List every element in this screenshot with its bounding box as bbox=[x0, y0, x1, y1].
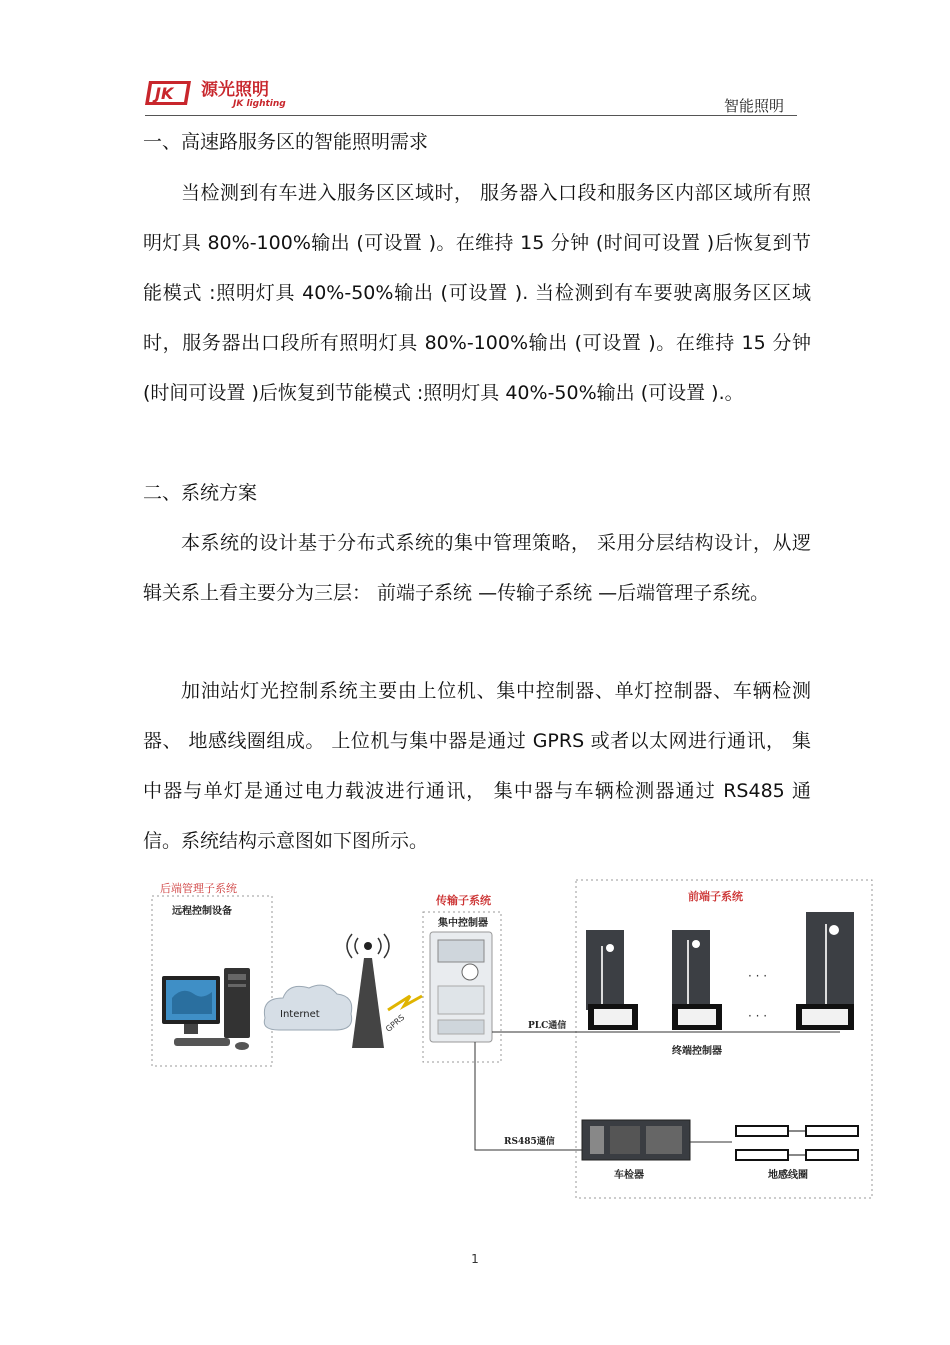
vehicle-detector-device bbox=[582, 1120, 690, 1160]
street-light-1 bbox=[586, 930, 638, 1030]
svg-text:源光照明: 源光照明 bbox=[201, 80, 269, 100]
system-structure-diagram bbox=[140, 868, 880, 1208]
transport-title: 传输子系统 bbox=[436, 894, 491, 907]
street-light-2 bbox=[672, 930, 722, 1030]
coil-label: 地感线圈 bbox=[768, 1170, 808, 1181]
header-title: 智能照明 bbox=[723, 97, 784, 115]
page-number: 1 bbox=[471, 1252, 479, 1266]
computer-icon bbox=[162, 968, 250, 1050]
terminal-label: 终端控制器 bbox=[672, 1046, 722, 1057]
company-logo bbox=[145, 78, 357, 108]
paragraph-system-plan: 本系统的设计基于分布式系统的集中管理策略， 采用分层结构设计，从逻辑关系上看主要分为三层： 前端子系统 —传输子系统 —后端管理子系统。 bbox=[143, 532, 811, 604]
paragraph-requirements: 当检测到有车进入服务区区域时， 服务器入口段和服务区内部区域所有照明灯具 80%-100%输出 (可设置 )。在维持 15 分钟 (时间可设置 )后恢复到节能模式 :照明灯具 40%-50%输出 (可设置 ). 当检测到有车要驶离服务区区域时，服务器出口段所有照明灯具 80%-100%输出 (可设置 )。在维持 15 分钟 (时间可设置 )后恢复到节能模式 :照明灯具 40%-50%输出 (可设置 ).。 bbox=[143, 182, 811, 404]
backend-subtitle: 远程控制设备 bbox=[172, 906, 232, 917]
concentrator-device bbox=[430, 932, 492, 1042]
street-light-3 bbox=[796, 912, 854, 1030]
paragraph-components: 加油站灯光控制系统主要由上位机、集中控制器、单灯控制器、车辆检测器、 地感线圈组成。 上位机与集中器是通过 GPRS 或者以太网进行通讯， 集中器与单灯是通过电力载波进行通讯， 集中器与车辆检测器通过 RS485 通信。系统结构示意图如下图所示。 bbox=[143, 680, 811, 852]
dots-top: · · · bbox=[748, 969, 768, 983]
svg-text:GPRS: GPRS bbox=[383, 1012, 407, 1034]
detector-label: 车检器 bbox=[614, 1170, 644, 1181]
backend-title: 后端管理子系统 bbox=[160, 882, 237, 895]
header-divider bbox=[145, 115, 797, 116]
frontend-title: 前端子系统 bbox=[688, 890, 743, 903]
ground-coils bbox=[736, 1126, 858, 1160]
dots-bottom: · · · bbox=[748, 1009, 768, 1023]
gprs-tower-icon bbox=[347, 934, 422, 1048]
rs485-label: RS485通信 bbox=[504, 1137, 555, 1147]
internet-cloud-icon bbox=[264, 985, 351, 1030]
svg-text:Internet: Internet bbox=[280, 1009, 320, 1020]
section-heading-2: 二、系统方案 bbox=[143, 482, 258, 504]
plc-label: PLC通信 bbox=[528, 1021, 567, 1031]
svg-text:JK: JK bbox=[155, 84, 174, 103]
svg-text:JK lighting: JK lighting bbox=[233, 99, 286, 108]
section-heading-1: 一、高速路服务区的智能照明需求 bbox=[143, 131, 429, 153]
transport-subtitle: 集中控制器 bbox=[438, 918, 488, 929]
